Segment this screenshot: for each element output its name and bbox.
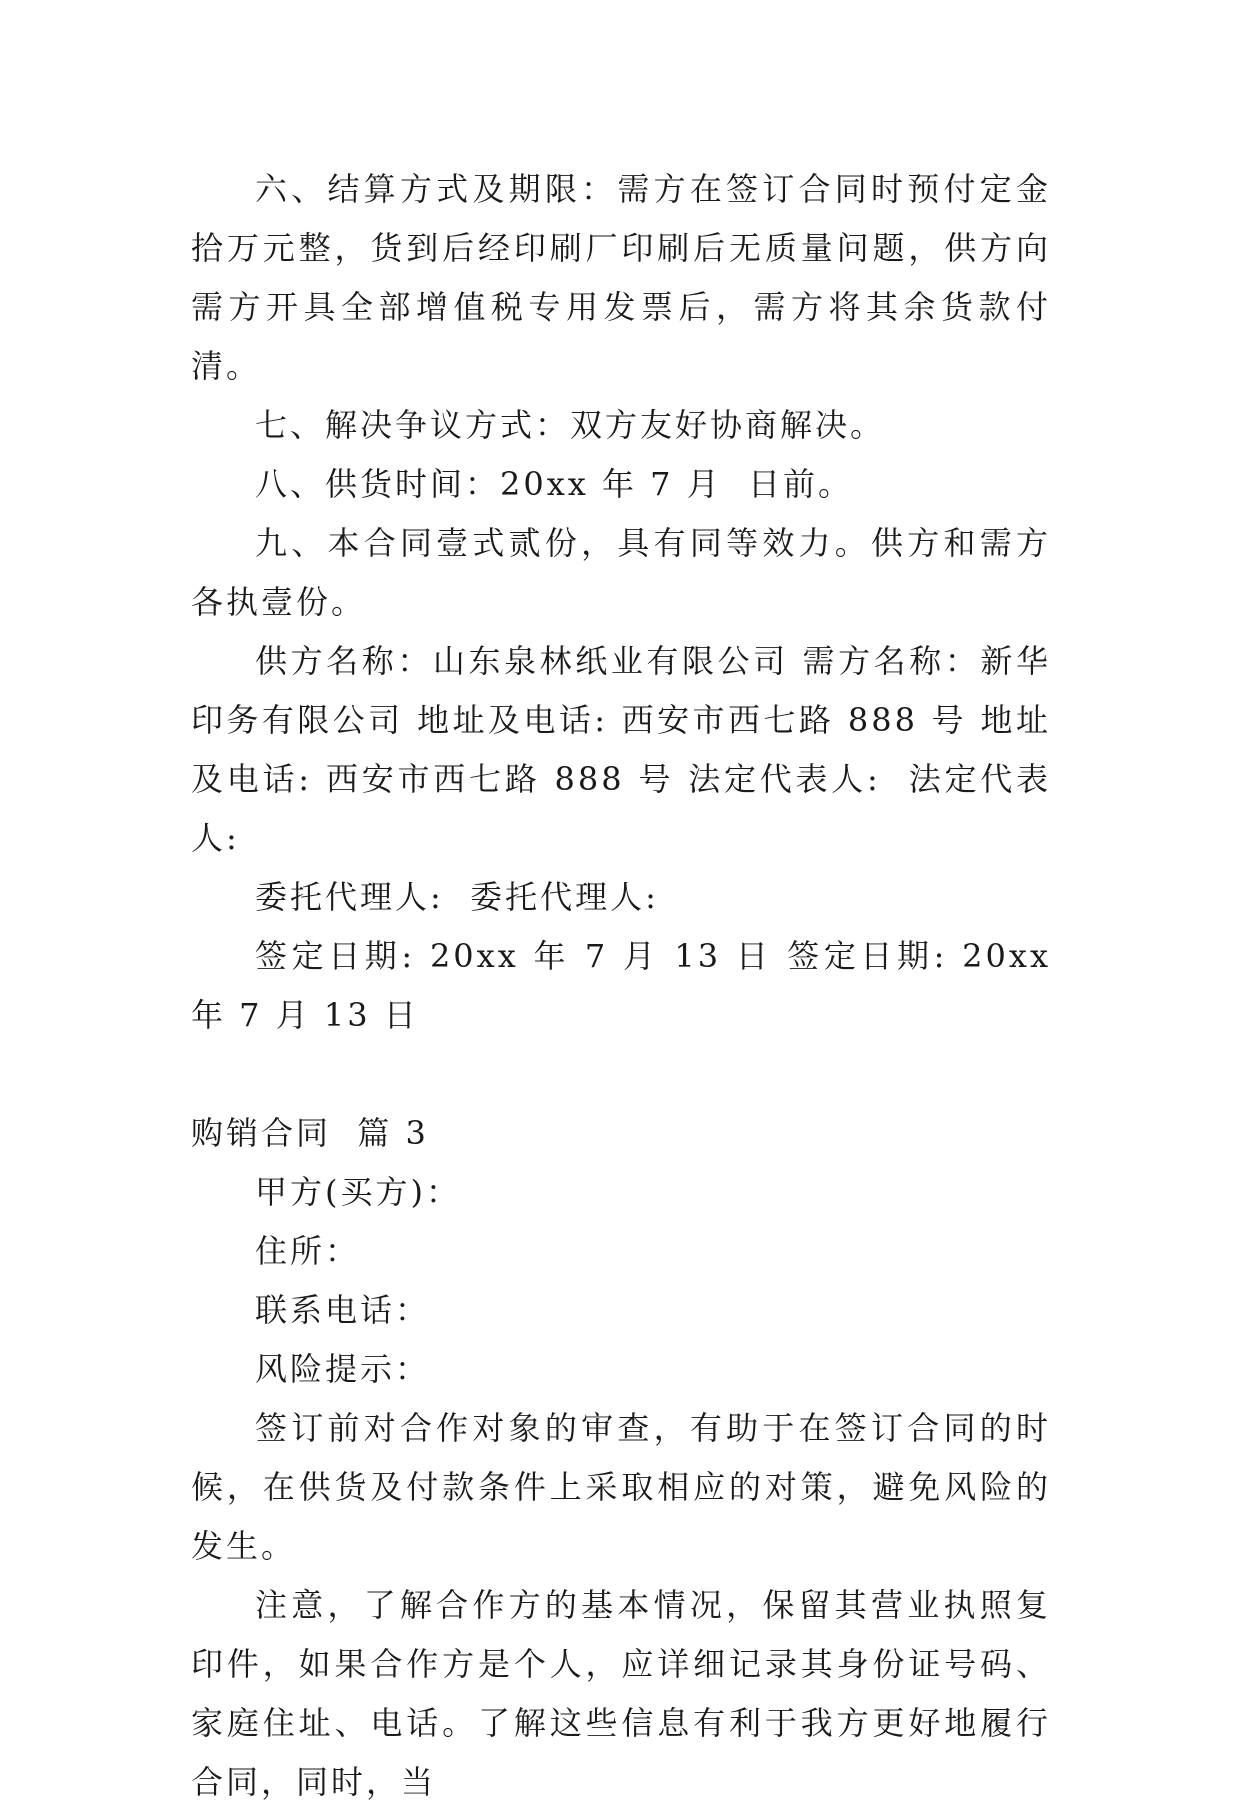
clause-settlement: 六、结算方式及期限：需方在签订合同时预付定金拾万元整，货到后经印刷厂印刷后无质量问题，供方向需方开具全部增值税专用发票后，需方将其余货款付清。 [191,170,1051,385]
clause-copies: 九、本合同壹式贰份，具有同等效力。供方和需方各执壹份。 [191,524,1051,621]
signing-date: 签定日期: 20xx 年 7 月 13 日 签定日期: 20xx 年 7 月 13 日 [191,937,1065,1034]
clause-delivery-time: 八、供货时间：20xx 年 7 月 日前。 [255,465,854,503]
party-a-label: 甲方(买方)： [255,1173,461,1211]
clause-dispute: 七、解决争议方式：双方友好协商解决。 [255,406,886,444]
risk-notice-label: 风险提示： [255,1350,431,1388]
section-heading: 购销合同 篇 3 [191,1114,429,1152]
agent-info: 委托代理人: 委托代理人: [255,878,659,916]
phone-label: 联系电话： [255,1291,431,1329]
party-info: 供方名称：山东泉林纸业有限公司 需方名称：新华印务有限公司 地址及电话: 西安市西七路 888 号 地址及电话: 西安市西七路 888 号 法定代表人: 法定代表人: [191,642,1051,857]
address-label: 住所： [255,1232,361,1270]
risk-attention-text: 注意，了解合作方的基本情况，保留其营业执照复印件，如果合作方是个人，应详细记录其身份证号码、家庭住址、电话。了解这些信息有利于我方更好地履行合同，同时，当 [191,1586,1051,1801]
risk-review-text: 签订前对合作对象的审查，有助于在签订合同的时候，在供货及付款条件上采取相应的对策，避免风险的发生。 [191,1409,1051,1565]
section-gap [191,1045,1051,1104]
document-page [191,160,1065,1812]
